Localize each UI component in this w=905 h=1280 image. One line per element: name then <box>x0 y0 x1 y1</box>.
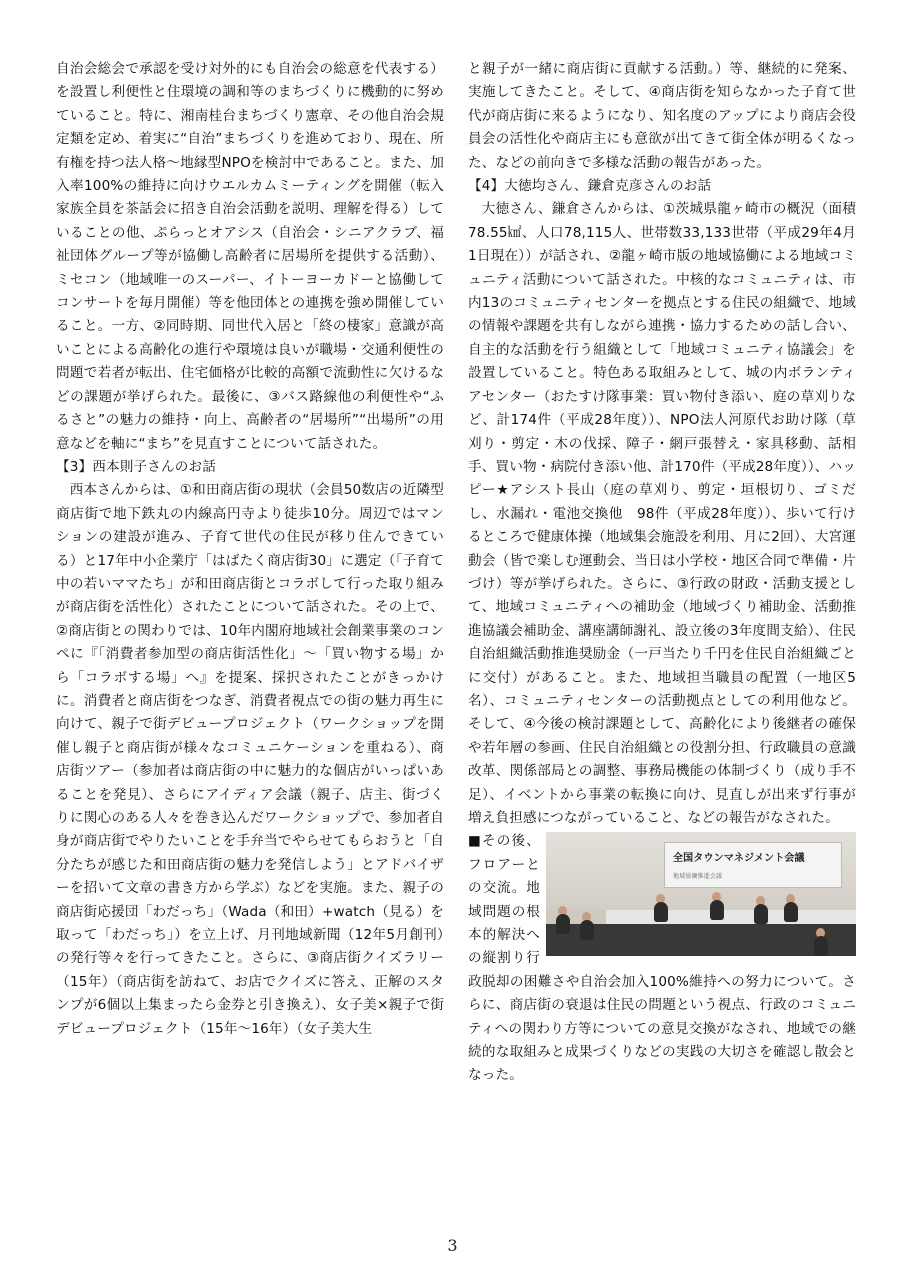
photo-attendee <box>814 936 828 956</box>
right-column <box>468 58 856 1088</box>
photo-attendee <box>580 920 594 940</box>
photo-panelist <box>710 900 724 920</box>
paragraph-daitoku-kamakura: 大徳さん、鎌倉さんからは、①茨城県龍ヶ崎市の概況（面積78.55㎢、人口78,115人、世帯数33,133世帯（平成29年4月1日現在））が話され、②龍ヶ崎市版の地域協働による地域コミュニティ活動について話された。中核的なコミュニティは、市内13のコミュニティセンターを拠点とする住民の組織で、地域の情報や課題を共有しながら連携・協力するための話し合い、自主的な活動を行う組織として「地域コミュニティ協議会」を設置していること。特色ある取組みとして、城の内ボランティアセンター（おたすけ隊事業：買い物付き添い、庭の草刈りなど、計174件（平成28年度））、NPO法人河原代お助け隊（草刈り・剪定・木の伐採、障子・網戸張替え・家具移動、話相手、買い物・病院付き添い他、計170件（平成28年度））、ハッピー★アシスト長山（庭の草刈り、剪定・垣根切り、ゴミだし、水漏れ・電池交換他 98件（平成28年度））、歩いて行けるところで健康体操（地域集会施設を利用、月に2回）、大宮運動会（皆で楽しむ運動会、当日は小学校・地区合同で準備・片づけ）等が挙げられた。さらに、③行政の財政・活動支援として、地域コミュニティへの補助金（地域づくり補助金、活動推進協議会補助金、講座講師謝礼、設立後の3年度間支給）、住民自治組織活動推進奨励金（一戸当たり千円を住民自治組織ごとに交付）があること。また、地域担当職員の配置（一地区5名）、コミュニティセンターの活動拠点としての利用他など。そして、④今後の検討課題として、高齢化により後継者の確保や若年層の参画、住民自治組織との役割分担、行政職員の意識改革、関係部局との調整、事務局機能の体制づくり（成り手不足）、イベントから事業の転換に向け、見直しが出来ず行事が増え負担感につながっていること、などの報告がなされた。 <box>468 201 857 826</box>
section-heading-3: 【3】西本則子さんのお話 <box>56 458 216 475</box>
page-number: 3 <box>447 1236 458 1255</box>
photo-screen-title: 全国タウンマネジメント会議 <box>673 853 805 865</box>
photo-panelist <box>654 902 668 922</box>
section-heading-4: 【4】大徳均さん、鎌倉克彦さんのお話 <box>468 178 712 195</box>
photo-panelist <box>754 904 768 924</box>
paragraph-nishimoto: 西本さんからは、①和田商店街の現状（会員50数店の近隣型商店街で地下鉄丸の内線高円寺より徒歩10分。周辺ではマンションの建設が進み、子育て世代の住民が移り住んできている）と17年中小企業庁「はばたく商店街30」に選定（「子育て中の若いママたち」が和田商店街とコラボして行った取り組みが商店街を活性化）されたことについて話された。その上で、②商店街との関わりでは、10年内閣府地域社会創業事業のコンペに『「消費者参加型の商店街活性化」～「買い物する場」から「コラボする場」へ』を提案、採択されたことがきっかけに。消費者と商店街をつなぎ、消費者視点での街の魅力再生に向けて、親子で街デビュープロジェクト（ワークショップを開催し親子と商店街が様々なコミュニケーションを重ねる）、商店街ツアー（参加者は商店街の中に魅力的な個店がいっぱいあることを発見）、さらにアイディア会議（親子、店主、街づくりに関心のある人々を巻き込んだワークショップで、参加者自身が商店街でやりたいことを手弁当でやらせてもらおうと「自分たちが感じた和田商店街の魅力を発信しよう」とアドバイザーを招いて文章の書き方から学ぶ）などを実施。また、親子の商店街応援団「わだっち」（Wada（和田）+watch（見る）を取って「わだっち」）を立上げ、月刊地域新聞（12年5月創刊）の発行等々を行ってきたこと。さらに、③商店街クイズラリー（15年）（商店街を訪ねて、お店でクイズに答え、正解のスタンプが6個以上集まったら金券と引き換え）、女子美×親子で街デビュープロジェクト（15年～16年）（女子美大生 <box>56 482 444 1037</box>
meeting-photo <box>546 832 856 956</box>
photo-panel-table <box>606 910 856 924</box>
paragraph-floor-exchange: ■その後、フロアーとの交流。地域問題の根本的解決への縦割り行政脱却の困難さや自治会加入100%維持への努力について。さらに、商店街の衰退は住民の問題という視点、行政のコミュニティへの関わり方等についての意見交換がなされ、地域での継続的な取組みと成果づくりなどの実践の大切さを確認し散会となった。 <box>468 833 856 1084</box>
paragraph-nishimoto-continued: と親子が一緒に商店街に貢献する活動。）等、継続的に発案、実施してきたこと。そして、④商店街を知らなかった子育て世代が商店街に来るようになり、知名度のアップにより商店会役員会の活性化や商店主にも意欲が出てきて街全体が明るくなった、などの前向きで多様な活動の報告があった。 <box>468 61 856 171</box>
floor-exchange-block <box>468 830 856 1087</box>
photo-screen <box>664 842 842 888</box>
paragraph-shonan-katsuradai: 自治会総会で承認を受け対外的にも自治会の総意を代表する）を設置し利便性と住環境の調和等のまちづくりに機動的に努めていること。特に、湘南桂台まちづくり憲章、その他自治会規定類を定め、着実に“自治”まちづくりを進めており、現在、所有権を持つ法人格～地縁型NPOを検討中であること。また、加入率100%の維持に向けウエルカムミーティングを開催（転入家族全員を茶話会に招き自治会活動を説明、理解を得る）していることの他、ぷらっとオアシス（自治会・シニアクラブ、福祉団体グループ等が協働し高齢者に居場所を提供する活動）、ミセコン（地域唯一のスーパー、イトーヨーカドーと協働してコンサートを毎月開催）等を他団体との連携を強め開催していること。一方、②同時期、同世代入居と「終の棲家」意識が高いことによる高齢化の進行や環境は良いが職場・交通利便性の問題で若者が転出、住宅価格が比較的高額で流動性に欠けるなどの課題が挙げられた。最後に、③バス路線他の利便性や“ふるさと”の魅力の維持・向上、高齢者の“居場所”“出場所”の用意などを軸に“まち”を見直すことについて話された。 <box>56 61 444 452</box>
left-column <box>56 58 444 1041</box>
photo-attendee <box>556 914 570 934</box>
photo-screen-subtitle: 地域協働推進会議 <box>673 873 723 881</box>
photo-panelist <box>784 902 798 922</box>
